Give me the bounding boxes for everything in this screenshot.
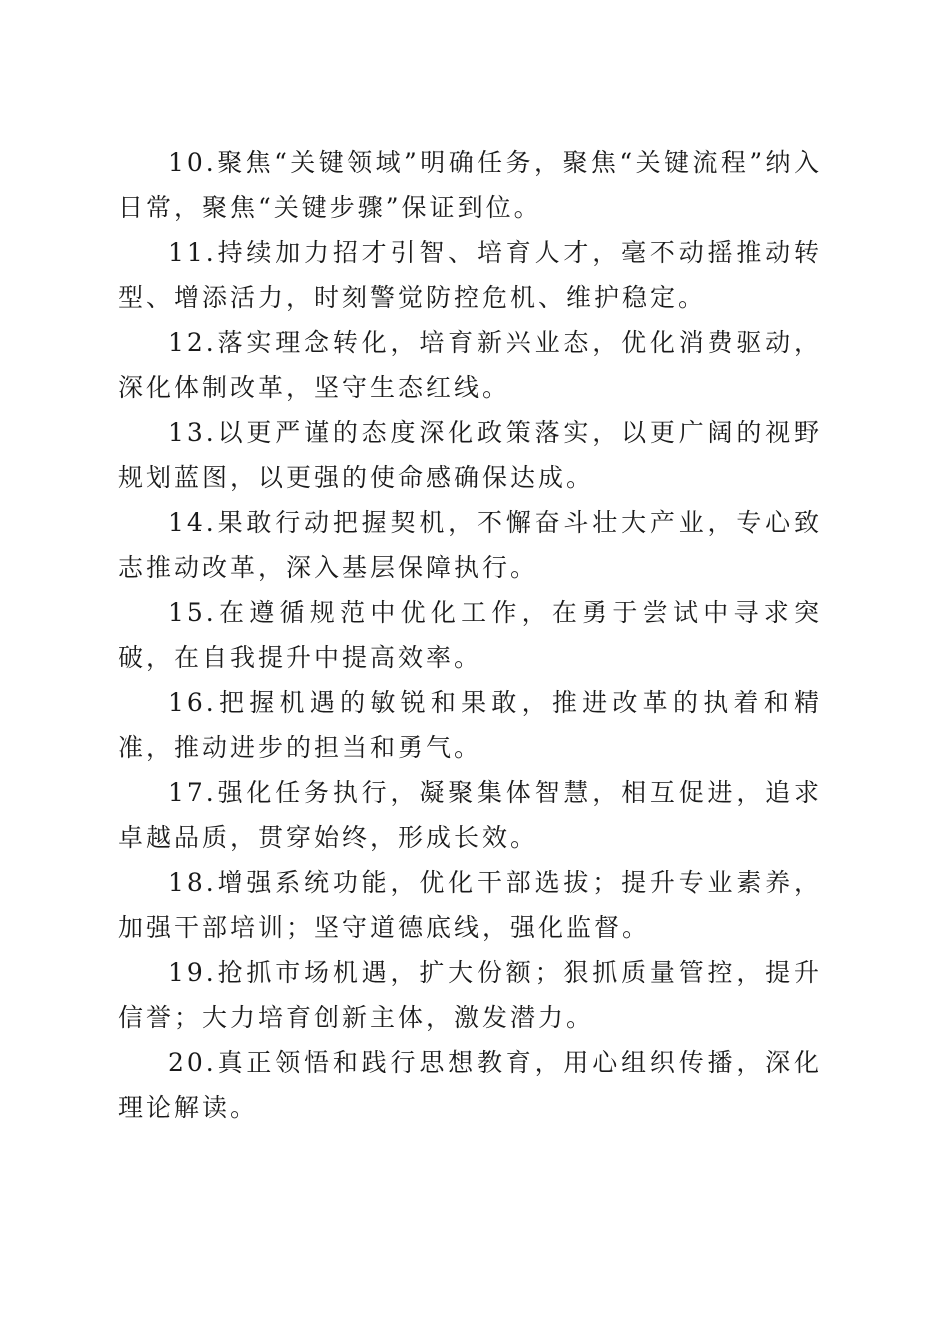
paragraph-19: 19.抢抓市场机遇，扩大份额；狠抓质量管控，提升信誉；大力培育创新主体，激发潜力。 [118, 958, 822, 1032]
paragraph-20: 20.真正领悟和践行思想教育，用心组织传播，深化理论解读。 [118, 1048, 822, 1122]
paragraph-17: 17.强化任务执行，凝聚集体智慧，相互促进，追求卓越品质，贯穿始终，形成长效。 [118, 778, 822, 852]
paragraph-10: 10.聚焦“关键领域”明确任务，聚焦“关键流程”纳入日常，聚焦“关键步骤”保证到位。 [118, 148, 822, 222]
paragraph-15: 15.在遵循规范中优化工作，在勇于尝试中寻求突破，在自我提升中提高效率。 [118, 598, 822, 672]
paragraph-11: 11.持续加力招才引智、培育人才，毫不动摇推动转型、增添活力，时刻警觉防控危机、维护稳定。 [118, 238, 822, 312]
paragraph-13: 13.以更严谨的态度深化政策落实，以更广阔的视野规划蓝图，以更强的使命感确保达成。 [118, 418, 822, 492]
paragraph-14: 14.果敢行动把握契机，不懈奋斗壮大产业，专心致志推动改革，深入基层保障执行。 [118, 508, 822, 582]
document-body [118, 140, 822, 1130]
paragraph-18: 18.增强系统功能，优化干部选拔；提升专业素养，加强干部培训；坚守道德底线，强化监督。 [118, 868, 822, 942]
paragraph-16: 16.把握机遇的敏锐和果敢，推进改革的执着和精准，推动进步的担当和勇气。 [118, 688, 822, 762]
paragraph-12: 12.落实理念转化，培育新兴业态，优化消费驱动，深化体制改革，坚守生态红线。 [118, 328, 822, 402]
